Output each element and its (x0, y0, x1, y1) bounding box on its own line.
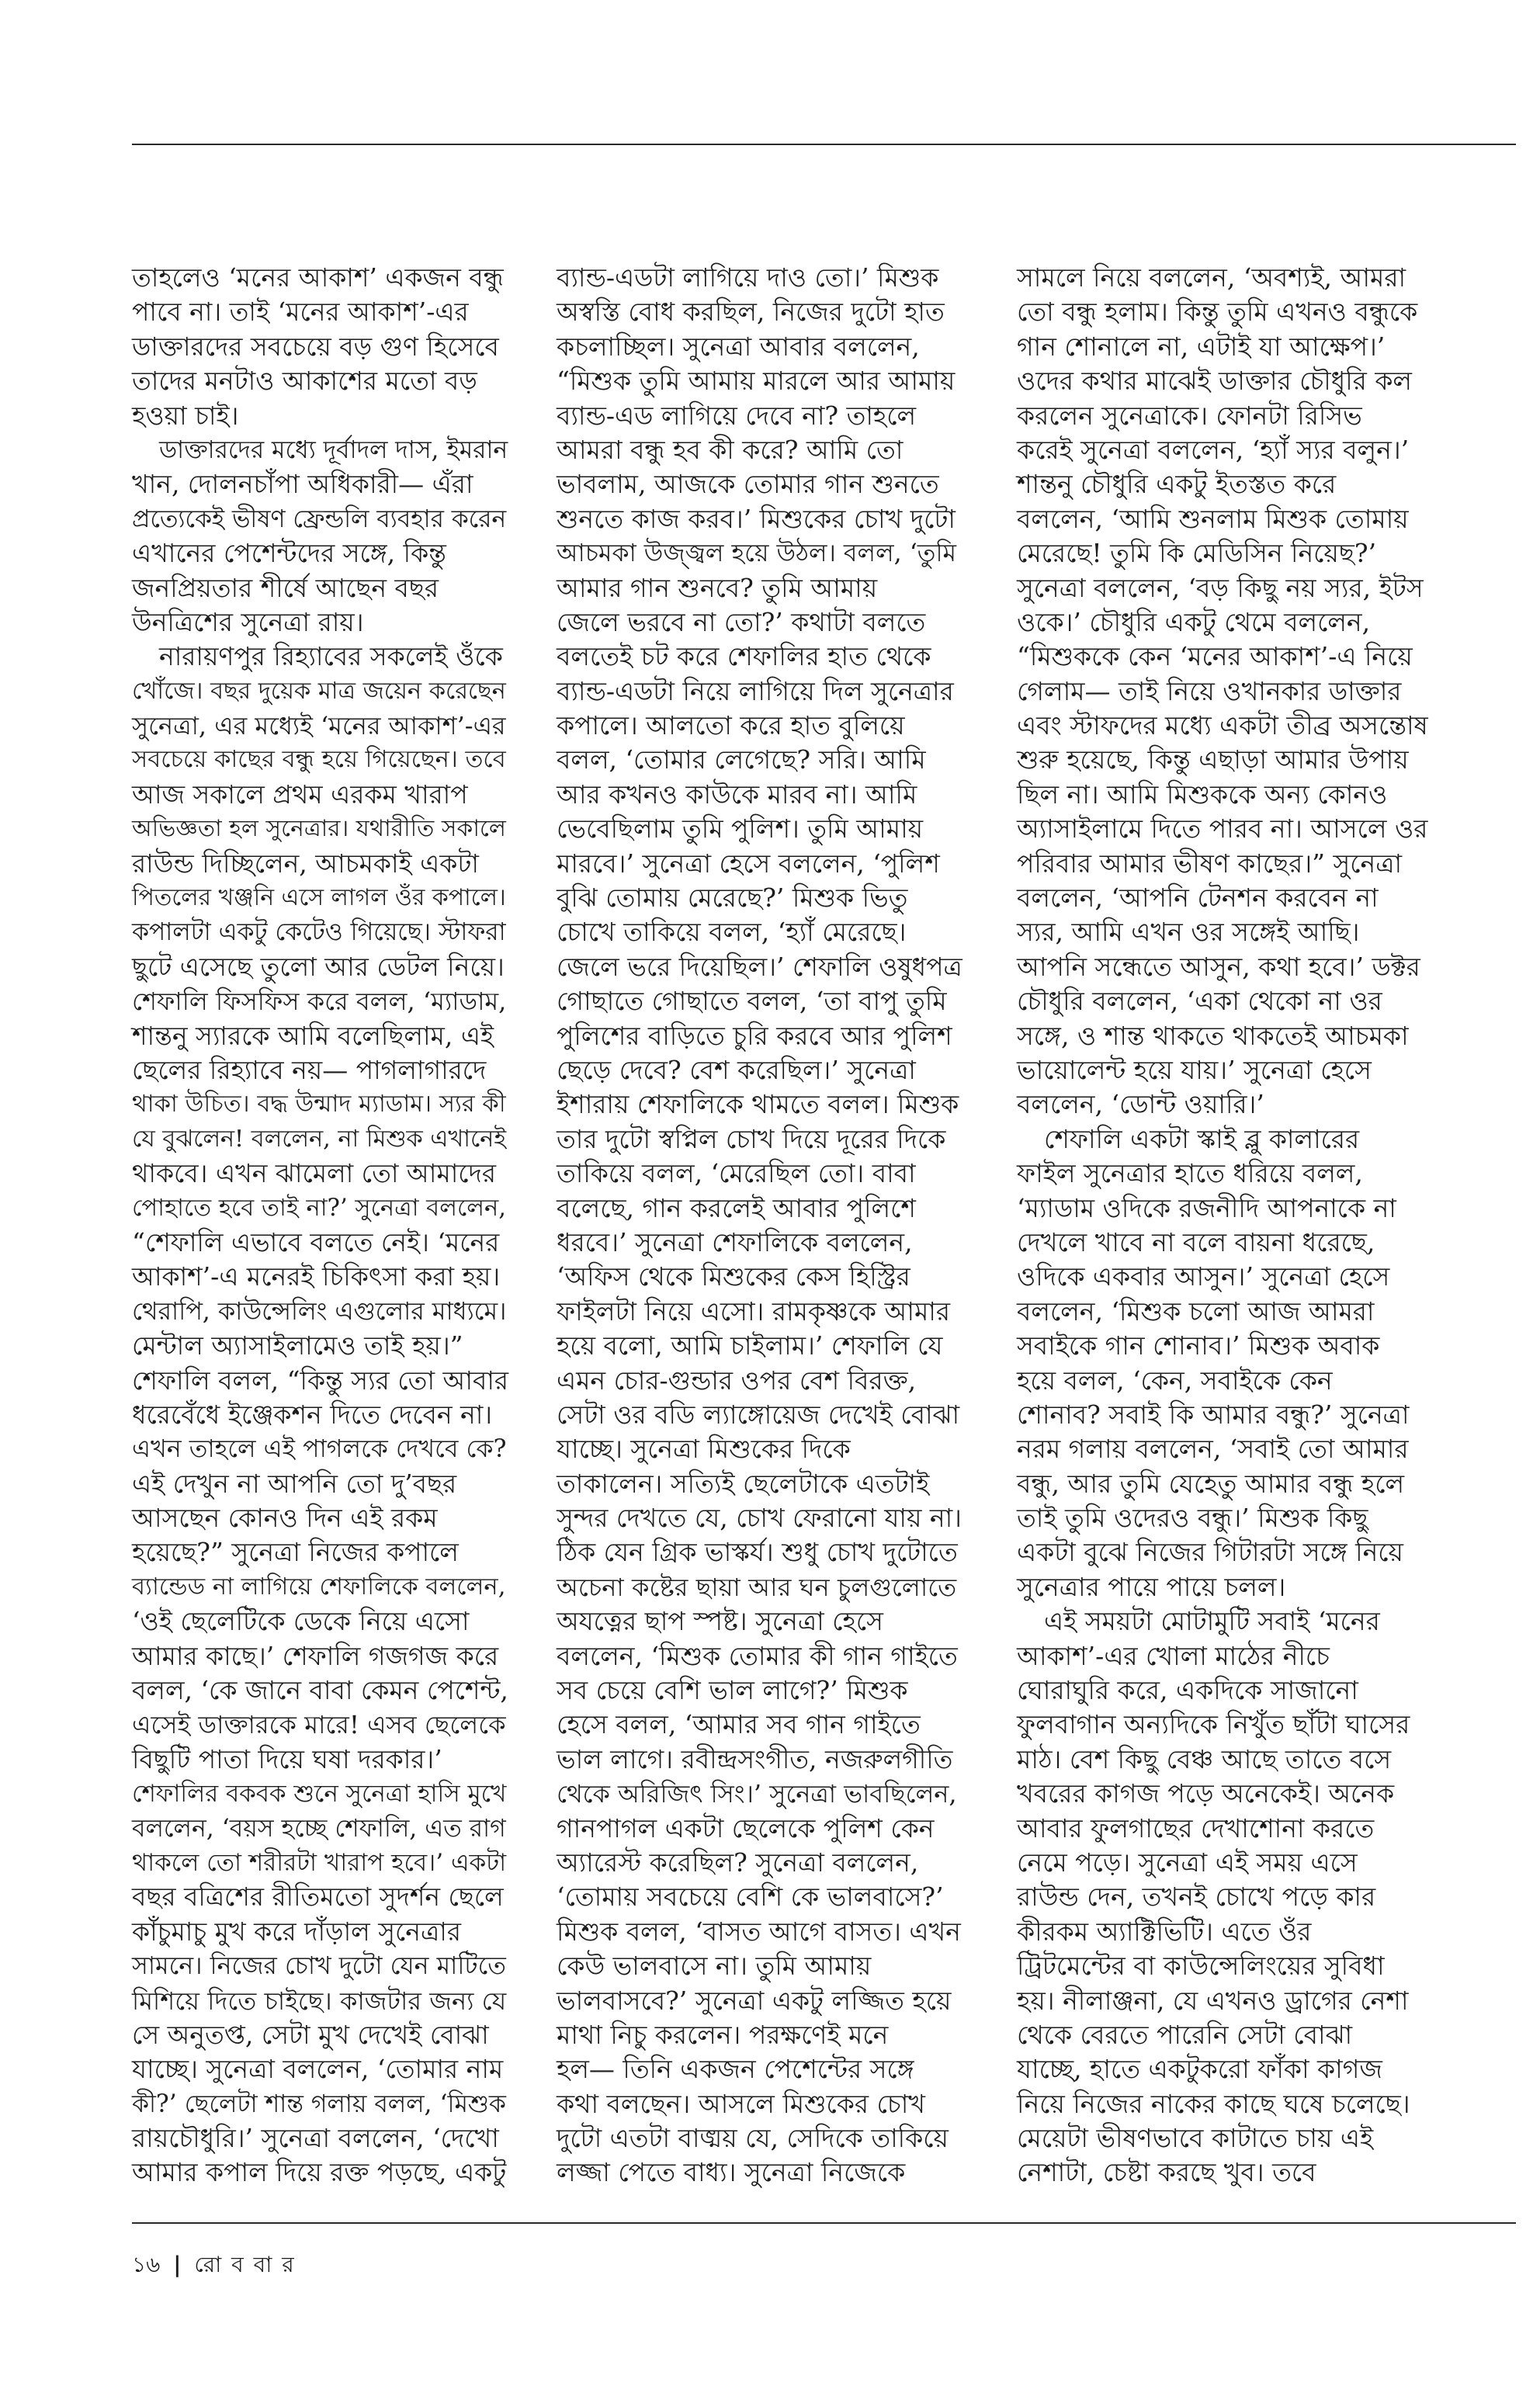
text-line: বলেছে, গান করলেই আবার পুলিশে (557, 1192, 916, 1223)
text-line: ভাল লাগে। রবীন্দ্রসংগীত, নজরুলগীতি (557, 1743, 953, 1774)
text-line: সবাইকে গান শোনাব।’ মিশুক অবাক (1017, 1330, 1380, 1361)
paragraph (1017, 261, 1442, 1122)
text-line: ওদের কথার মাঝেই ডাক্তার চৌধুরি কল (1017, 366, 1412, 397)
text-line: ধরেবেঁধে ইঞ্জেকশন দিতে দেবেন না। (132, 1399, 493, 1430)
text-line: এমন চোর-গুন্ডার ওপর বেশ বিরক্ত, (557, 1365, 917, 1396)
paragraph (132, 433, 514, 640)
text-line: সুনেত্রার পায়ে পায়ে চলল। (1017, 1571, 1286, 1602)
text-line: নরম গলায় বললেন, ‘সবাই তো আমার (1017, 1434, 1409, 1465)
text-line: জেলে ভরে দিয়েছিল।’ শেফালি ওষুধপত্র (557, 951, 962, 982)
text-line: জনপ্রিয়তার শীর্ষে আছেন বছর (132, 572, 439, 603)
text-line: এসেই ডাক্তারকে মারে! এসব ছেলেকে (132, 1710, 506, 1740)
text-line: তো বন্ধু হলাম। কিন্তু তুমি এখনও বন্ধুকে (1017, 297, 1418, 328)
text-line: এবং স্টাফদের মধ্যে একটা তীব্র অসন্তোষ (1017, 710, 1428, 741)
text-line: বললেন, ‘আপনি টেনশন করবেন না (1017, 883, 1379, 914)
text-line: ভেবেছিলাম তুমি পুলিশ। তুমি আমায় (557, 813, 924, 844)
text-line: করলেন সুনেত্রাকে। ফোনটা রিসিভ (1017, 400, 1362, 431)
text-line: হয়েছে?” সুনেত্রা নিজের কপালে (132, 1537, 459, 1568)
text-line: এখন তাহলে এই পাগলকে দেখবে কে? (132, 1435, 507, 1464)
text-line: ফাইল সুনেত্রার হাতে ধরিয়ে বলল, (1017, 1158, 1363, 1189)
text-line: আকাশ’-এর খোলা মাঠের নীচে (1017, 1640, 1330, 1671)
text-line: অ্যাসাইলামে দিতে পারব না। আসলে ওর (1017, 813, 1428, 844)
text-line: স্যর, আমি এখন ওর সঙ্গেই আছি। (1017, 917, 1360, 948)
text-line: হেসে বলল, ‘আমার সব গান গাইতে (557, 1709, 921, 1740)
text-line: ভালবাসবে?’ সুনেত্রা একটু লজ্জিত হয়ে (557, 1985, 952, 2016)
text-line: খোঁজে। বছর দুয়েক মাত্র জয়েন করেছেন (132, 677, 506, 705)
page-footer (132, 2249, 296, 2280)
text-line: ডাক্তারদের মধ্যে দূর্বাদল দাস, ইমরান (159, 435, 508, 464)
text-line: খবরের কাগজ পড়ে অনেকেই। অনেক (1017, 1778, 1395, 1809)
text-line: একটা বুঝে নিজের গিটারটা সঙ্গে নিয়ে (1017, 1537, 1403, 1568)
text-line: সামলে নিয়ে বললেন, ‘অবশ্যই, আমরা (1017, 262, 1406, 293)
text-line: ঠিক যেন গ্রিক ভাস্কর্য। শুধু চোখ দুটোতে (557, 1537, 958, 1568)
paragraph (132, 640, 514, 2190)
text-line: সুনেত্রা, এর মধ্যেই ‘মনের আকাশ’-এর (132, 711, 506, 741)
text-line: অযত্নের ছাপ স্পষ্ট। সুনেত্রা হেসে (557, 1606, 883, 1637)
text-line: অভিজ্ঞতা হল সুনেত্রার। যথারীতি সকালে (132, 815, 507, 843)
text-line: রাউন্ড দেন, তখনই চোখে পড়ে কার (1017, 1881, 1376, 1913)
text-line: ঘোরাঘুরি করে, একদিকে সাজানো (1017, 1675, 1358, 1706)
text-line: হওয়া চাই। (132, 400, 239, 431)
text-line: “মিশুককে কেন ‘মনের আকাশ’-এ নিয়ে (1017, 641, 1413, 672)
text-line: তাকালেন। সত্যিই ছেলেটাকে এতটাই (557, 1468, 930, 1499)
text-line: বলল, ‘কে জানে বাবা কেমন পেশেন্ট, (132, 1675, 508, 1706)
text-line: মিশুক বলল, ‘বাসত আগে বাসত। এখন (557, 1916, 961, 1947)
text-line: বিছুটি পাতা দিয়ে ঘষা দরকার।’ (132, 1743, 442, 1774)
text-line: থাকা উচিত। বদ্ধ উন্মাদ ম্যাডাম। স্যর কী (132, 1091, 506, 1118)
text-line: উনত্রিশের সুনেত্রা রায়। (132, 606, 364, 637)
text-line: খান, দোলনচাঁপা অধিকারী— এঁরা (132, 469, 473, 500)
text-line: কপালটা একটু কেটেও গিয়েছে। স্টাফরা (132, 918, 506, 947)
text-line: বুঝি তোমায় মেরেছে?’ মিশুক ভিতু (557, 883, 908, 914)
text-line: দুটো এতটা বাঙ্ময় যে, সেদিকে তাকিয়ে (557, 2123, 949, 2154)
text-line: রায়চৌধুরি।’ সুনেত্রা বললেন, ‘দেখো (132, 2123, 499, 2154)
text-line: তাই তুমি ওদেরও বন্ধু।’ মিশুক কিছু (1017, 1503, 1368, 1534)
article-column-1 (132, 261, 514, 2190)
text-line: কাঁচুমাচু মুখ করে দাঁড়াল সুনেত্রার (132, 1916, 461, 1947)
text-line: মেন্টাল অ্যাসাইলামেও তাই হয়।” (132, 1330, 463, 1361)
text-line: ‘ওই ছেলেটিকে ডেকে নিয়ে এসো (132, 1606, 470, 1637)
text-line: ওকে।’ চৌধুরি একটু থেমে বললেন, (1017, 606, 1371, 637)
text-line: সব চেয়ে বেশি ভাল লাগে?’ মিশুক (557, 1675, 908, 1706)
text-line: রাউন্ড দিচ্ছিলেন, আচমকাই একটা (132, 848, 479, 879)
text-line: জেলে ভরবে না তো?’ কথাটা বলতে (557, 606, 926, 637)
text-line: তাহলেও ‘মনের আকাশ’ একজন বন্ধু (132, 262, 504, 293)
text-line: চোখে তাকিয়ে বলল, ‘হ্যাঁ মেরেছে। (557, 917, 907, 948)
text-line: আমার গান শুনবে? তুমি আমায় (557, 572, 878, 603)
text-line: ধরবে।’ সুনেত্রা শেফালিকে বললেন, (557, 1226, 913, 1257)
text-line: বলল, ‘তোমার লেগেছে? সরি। আমি (557, 744, 926, 775)
text-line: কী?’ ছেলেটা শান্ত গলায় বলল, ‘মিশুক (132, 2090, 506, 2118)
text-line: আমার কপাল দিয়ে রক্ত পড়ছে, একটু (132, 2157, 507, 2188)
text-line: পোহাতে হবে তাই না?’ সুনেত্রা বললেন, (132, 1194, 507, 1222)
text-line: সে অনুতপ্ত, সেটা মুখ দেখেই বোঝা (132, 2019, 489, 2050)
text-line: হয়ে বলো, আমি চাইলাম।’ শেফালি যে (557, 1330, 943, 1361)
paragraph (557, 261, 965, 2190)
text-line: বললেন, ‘বয়স হচ্ছে শেফালি, এত রাগ (132, 1814, 506, 1843)
text-line: বললেন, ‘আমি শুনলাম মিশুক তোমায় (1017, 503, 1409, 534)
text-line: সঙ্গে, ও শান্ত থাকতে থাকতেই আচমকা (1017, 1020, 1409, 1051)
text-line: গেলাম— তাই নিয়ে ওখানকার ডাক্তার (1017, 675, 1402, 706)
text-line: মাথা নিচু করলেন। পরক্ষণেই মনে (557, 2019, 889, 2050)
text-line: মেরেছে! তুমি কি মেডিসিন নিয়েছ?’ (1017, 538, 1377, 569)
text-line: গান শোনালে না, এটাই যা আক্ষেপ।’ (1017, 331, 1386, 362)
text-line: ছেড়ে দেবে? বেশ করেছিল।’ সুনেত্রা (557, 1054, 916, 1085)
text-line: কচলাচ্ছিল। সুনেত্রা আবার বললেন, (557, 331, 920, 362)
text-line: বছর বত্রিশের রীতিমতো সুদর্শন ছেলে (132, 1881, 504, 1913)
text-line: মিশিয়ে দিতে চাইছে। কাজটার জন্য যে (132, 1985, 507, 2016)
text-line: অ্যারেস্ট করেছিল? সুনেত্রা বললেন, (557, 1847, 919, 1878)
text-line: যাচ্ছে। সুনেত্রা মিশুকের দিকে (557, 1434, 851, 1465)
text-line: নিয়ে নিজের নাকের কাছে ঘষে চলেছে। (1017, 2088, 1410, 2119)
text-line: গোছাতে গোছাতে বলল, ‘তা বাপু তুমি (557, 986, 947, 1017)
text-line: “মিশুক তুমি আমায় মারলে আর আমায় (557, 366, 956, 397)
text-line: ব্যান্ড-এডটা নিয়ে লাগিয়ে দিল সুনেত্রার (557, 675, 954, 706)
text-line: মাঠ। বেশ কিছু বেঞ্চ আছে তাতে বসে (1017, 1743, 1392, 1774)
text-line: হল— তিনি একজন পেশেন্টের সঙ্গে (557, 2054, 914, 2085)
text-line: প্রত্যেকেই ভীষণ ফ্রেন্ডলি ব্যবহার করেন (132, 505, 506, 533)
page-number: ১৬ (132, 2252, 161, 2277)
text-line: নেমে পড়ে। সুনেত্রা এই সময় এসে (1017, 1847, 1358, 1878)
text-line: বলতেই চট করে শেফালির হাত থেকে (557, 641, 931, 672)
text-line: শান্তনু স্যারকে আমি বলেছিলাম, এই (132, 1020, 494, 1051)
text-line: শেফালি একটা স্কাই ব্লু কালারের (1044, 1123, 1360, 1154)
text-line: ‘ম্যাডাম ওদিকে রজনীদি আপনাকে না (1017, 1192, 1396, 1223)
text-line: চৌধুরি বললেন, ‘একা থেকো না ওর (1017, 986, 1382, 1017)
text-line: ব্যান্ড-এডটা লাগিয়ে দাও তো।’ মিশুক (557, 262, 939, 293)
text-line: বললেন, ‘মিশুক চলো আজ আমরা (1017, 1295, 1375, 1327)
text-line: শোনাব? সবাই কি আমার বন্ধু?’ সুনেত্রা (1017, 1399, 1410, 1430)
text-line: ব্যান্ড-এড লাগিয়ে দেবে না? তাহলে (557, 400, 917, 431)
magazine-name: রো ব বা র (194, 2252, 296, 2277)
text-line: ডাক্তারদের সবচেয়ে বড় গুণ হিসেবে (132, 331, 499, 362)
text-line: শান্তনু চৌধুরি একটু ইতস্তত করে (1017, 469, 1337, 500)
text-line: ফুলবাগান অন্যদিকে নিখুঁত ছাঁটা ঘাসের (1017, 1709, 1410, 1740)
text-line: ইশারায় শেফালিকে থামতে বলল। মিশুক (557, 1089, 959, 1120)
text-line: আবার ফুলগাছের দেখাশোনা করতে (1017, 1812, 1375, 1843)
text-line: শুনতে কাজ করব।’ মিশুকের চোখ দুটো (557, 503, 956, 534)
text-line: শেফালির বকবক শুনে সুনেত্রা হাসি মুখে (132, 1780, 507, 1809)
text-line: ফাইলটা নিয়ে এসো। রামকৃষ্ণকে আমার (557, 1295, 951, 1327)
text-line: ওদিকে একবার আসুন।’ সুনেত্রা হেসে (1017, 1261, 1390, 1292)
text-line: নারায়ণপুর রিহ্যাবের সকলেই ওঁকে (159, 641, 503, 672)
text-line: থেকে অরিজিৎ সিং।’ সুনেত্রা ভাবছিলেন, (557, 1779, 957, 1809)
text-line: গানপাগল একটা ছেলেকে পুলিশ কেন (557, 1812, 935, 1843)
article-column-3 (1017, 261, 1442, 2190)
text-line: থাকবে। এখন ঝামেলা তো আমাদের (132, 1158, 497, 1189)
text-line: কপালে। আলতো করে হাত বুলিয়ে (557, 710, 905, 741)
text-line: বললেন, ‘মিশুক তোমার কী গান গাইতে (557, 1640, 958, 1671)
article-column-2 (557, 261, 965, 2190)
text-line: সামনে। নিজের চোখ দুটো যেন মাটিতে (132, 1952, 507, 1981)
text-line: থেকে বেরতে পারেনি সেটা বোঝা (1017, 2019, 1353, 2050)
paragraph (1017, 1122, 1442, 1604)
text-line: শেফালি বলল, “কিন্তু স্যর তো আবার (132, 1365, 509, 1396)
text-line: আমার কাছে।’ শেফালি গজগজ করে (132, 1640, 499, 1671)
text-line: পুলিশের বাড়িতে চুরি করবে আর পুলিশ (557, 1020, 952, 1051)
text-line: তাকিয়ে বলল, ‘মেরেছিল তো। বাবা (557, 1158, 916, 1189)
text-line: পরিবার আমার ভীষণ কাছের।” সুনেত্রা (1017, 848, 1403, 879)
text-line: আপনি সন্ধেতে আসুন, কথা হবে।’ ডক্টর (1017, 951, 1420, 982)
text-line: নেশাটা, চেষ্টা করছে খুব। তবে (1017, 2157, 1316, 2188)
text-line: শুরু হয়েছে, কিন্তু এছাড়া আমার উপায় (1017, 744, 1409, 775)
text-line: ছিল না। আমি মিশুককে অন্য কোনও (1017, 779, 1388, 810)
text-line: ‘অফিস থেকে মিশুকের কেস হিস্ট্রির (557, 1261, 910, 1292)
text-line: সেটা ওর বডি ল্যাঙ্গোয়েজ দেখেই বোঝা (557, 1399, 960, 1430)
text-line: কেউ ভালবাসে না। তুমি আমায় (557, 1951, 872, 1982)
text-line: মেয়েটা ভীষণভাবে কাটাতে চায় এই (1017, 2123, 1374, 2154)
text-line: যে বুঝলেন! বললেন, না মিশুক এখানেই (132, 1125, 506, 1153)
header-rule (132, 144, 1516, 145)
text-line: আসছেন কোনও দিন এই রকম (132, 1503, 438, 1534)
text-line: যাচ্ছে, হাতে একটুকরো ফাঁকা কাগজ (1017, 2054, 1382, 2085)
text-line: আর কখনও কাউকে মারব না। আমি (557, 779, 917, 810)
text-line: আকাশ’-এ মনেরই চিকিৎসা করা হয়। (132, 1261, 501, 1292)
text-line: যাচ্ছে। সুনেত্রা বললেন, ‘তোমার নাম (132, 2054, 504, 2085)
text-line: “শেফালি এভাবে বলতে নেই। ‘মনের (132, 1226, 500, 1257)
text-line: সুনেত্রা বললেন, ‘বড় কিছু নয় স্যর, ইটস (1017, 572, 1424, 603)
text-line: এখানের পেশেন্টদের সঙ্গে, কিন্তু (132, 538, 446, 569)
text-line: ভাবলাম, আজকে তোমার গান শুনতে (557, 469, 939, 500)
paragraph (132, 261, 514, 433)
text-line: ছুটে এসেছে তুলো আর ডেটল নিয়ে। (132, 951, 505, 982)
text-line: ছেলের রিহ্যাবে নয়— পাগলাগারদে (132, 1054, 487, 1085)
footer-separator: | (173, 2252, 182, 2277)
text-line: বন্ধু, আর তুমি যেহেতু আমার বন্ধু হলে (1017, 1468, 1405, 1499)
text-line: শেফালি ফিসফিস করে বলল, ‘ম্যাডাম, (132, 987, 507, 1017)
footer-rule (132, 2222, 1516, 2224)
text-line: ব্যান্ডেড না লাগিয়ে শেফালিকে বললেন, (132, 1573, 506, 1601)
text-line: আচমকা উজ্জ্বল হয়ে উঠল। বলল, ‘তুমি (557, 539, 957, 568)
text-line: কথা বলছেন। আসলে মিশুকের চোখ (557, 2088, 925, 2119)
text-line: সবচেয়ে কাছের বন্ধু হয়ে গিয়েছেন। তবে (132, 746, 506, 774)
text-line: ‘তোমায় সবচেয়ে বেশি কে ভালবাসে?’ (557, 1881, 944, 1913)
text-line: হয়ে বলল, ‘কেন, সবাইকে কেন (1017, 1365, 1333, 1396)
paragraph (1017, 1604, 1442, 2190)
text-line: অচেনা কষ্টের ছায়া আর ঘন চুলগুলোতে (557, 1572, 957, 1602)
text-line: কীরকম অ্যাক্টিভিটি। এতে ওঁর (1017, 1916, 1312, 1947)
text-line: তাদের মনটাও আকাশের মতো বড় (132, 366, 477, 397)
text-line: লজ্জা পেতে বাধ্য। সুনেত্রা নিজেকে (557, 2157, 906, 2188)
text-line: এই দেখুন না আপনি তো দু’বছর (132, 1468, 457, 1499)
text-line: আজ সকালে প্রথম এরকম খারাপ (132, 779, 468, 810)
text-line: অস্বস্তি বোধ করছিল, নিজের দুটো হাত (557, 297, 945, 328)
text-line: থেরাপি, কাউন্সেলিং এগুলোর মাধ্যমে। (132, 1297, 507, 1326)
text-line: সুন্দর দেখতে যে, চোখ ফেরানো যায় না। (557, 1503, 962, 1534)
text-line: করেই সুনেত্রা বললেন, ‘হ্যাঁ স্যর বলুন।’ (1017, 434, 1410, 465)
text-line: হয়। নীলাঞ্জনা, যে এখনও ড্রাগের নেশা (1017, 1985, 1409, 2016)
text-line: দেখলে খাবে না বলে বায়না ধরেছে, (1017, 1226, 1375, 1257)
text-line: থাকলে তো শরীরটা খারাপ হবে।’ একটা (132, 1848, 507, 1877)
text-line: পাবে না। তাই ‘মনের আকাশ’-এর (132, 297, 469, 328)
text-line: পিতলের খঞ্জনি এসে লাগল ওঁর কপালে। (132, 884, 506, 912)
text-line: আমরা বন্ধু হব কী করে? আমি তো (557, 434, 904, 465)
text-line: বললেন, ‘ডোন্ট ওয়ারি।’ (1017, 1089, 1264, 1120)
text-line: ট্রিটমেন্টের বা কাউন্সেলিংয়ের সুবিধা (1017, 1951, 1385, 1982)
text-line: মারবে।’ সুনেত্রা হেসে বললেন, ‘পুলিশ (557, 848, 940, 879)
text-line: তার দুটো স্বপ্নিল চোখ দিয়ে দূরের দিকে (557, 1123, 946, 1154)
text-line: ভায়োলেন্ট হয়ে যায়।’ সুনেত্রা হেসে (1017, 1054, 1372, 1085)
text-line: এই সময়টা মোটামুটি সবাই ‘মনের (1044, 1606, 1380, 1637)
